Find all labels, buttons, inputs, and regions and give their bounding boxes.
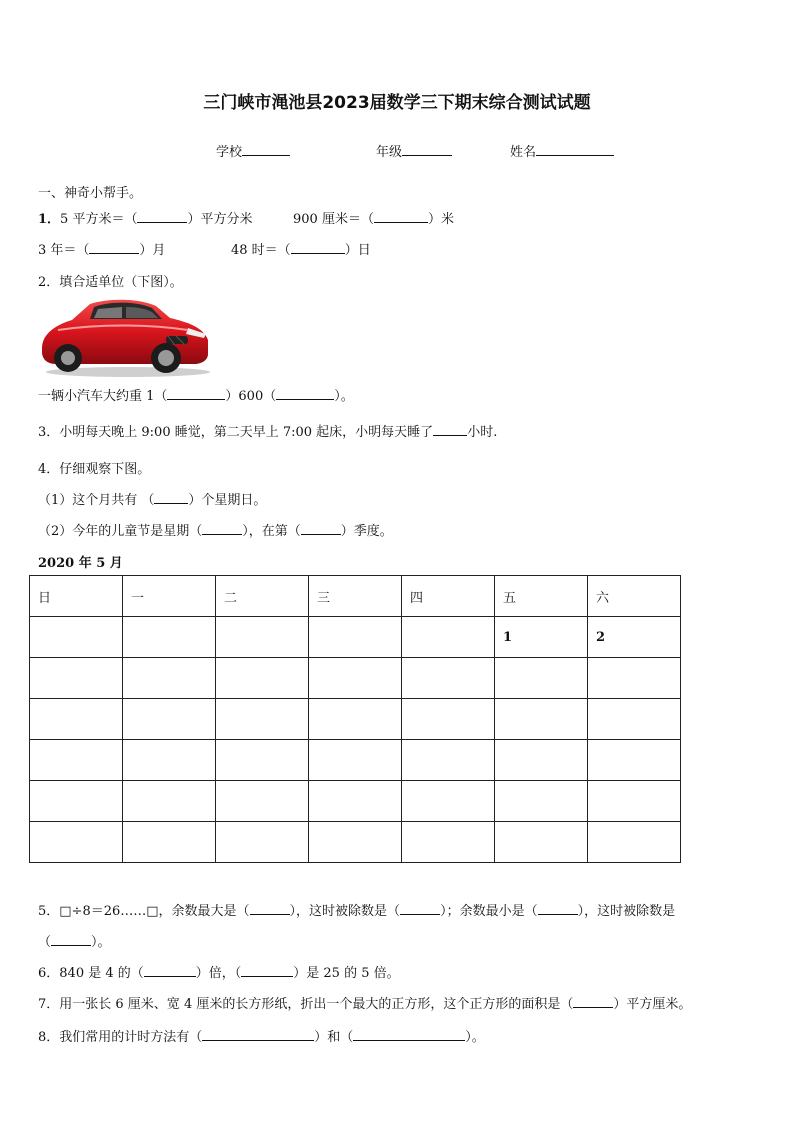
calendar-cell: [216, 822, 309, 863]
red-car-image: [38, 296, 210, 378]
answer-blank: [400, 902, 440, 915]
calendar-cell: [495, 658, 588, 699]
calendar-table: [29, 575, 681, 863]
calendar-cell: [402, 740, 495, 781]
question-1-part-b: [293, 208, 454, 227]
answer-blank: [353, 1028, 465, 1041]
q1-a-unit: ）平方分米: [187, 212, 253, 227]
calendar-cell: [216, 781, 309, 822]
q6-text: 6．840 是 4 的（: [38, 966, 144, 981]
question-6: [38, 962, 400, 981]
answer-blank: [301, 522, 341, 535]
q4-sub2-end: ）季度。: [340, 524, 393, 539]
answer-blank: [538, 902, 578, 915]
answer-blank: [51, 933, 91, 946]
q8-text: ）。: [465, 1030, 485, 1045]
calendar-cell: [588, 740, 681, 781]
question-1-line-1: [38, 208, 252, 227]
calendar-cell: [495, 822, 588, 863]
question-1-part-d: [231, 239, 371, 258]
calendar-month-label: 2020 年 5 月: [38, 556, 123, 571]
calendar-cell: [495, 781, 588, 822]
calendar-cell: [309, 822, 402, 863]
q5-text: 5．□÷8＝26……□，余数最大是（: [38, 904, 250, 919]
q5-text: ），这时被除数是（: [289, 904, 401, 919]
calendar-cell: [588, 781, 681, 822]
calendar-header-cell: 二: [216, 576, 309, 617]
calendar-cell: [402, 781, 495, 822]
q5-text: ）。: [91, 935, 111, 950]
calendar-cell: [309, 617, 402, 658]
calendar-cell: [495, 699, 588, 740]
q3-unit: 小时.: [467, 425, 498, 440]
section-heading: 一、神奇小帮手。: [38, 186, 143, 201]
answer-blank: [202, 522, 242, 535]
q1-b-text: 900 厘米＝（: [293, 212, 374, 227]
question-4: 4．仔细观察下图。: [38, 462, 151, 477]
name-blank: [536, 143, 614, 156]
calendar-cell: [495, 740, 588, 781]
q3-text: 3．小明每天晚上 9:00 睡觉，第二天早上 7:00 起床，小明每天睡了: [38, 425, 434, 440]
q1-d-text: 48 时＝（: [231, 243, 291, 258]
calendar-cell: [402, 658, 495, 699]
calendar-cell: [123, 822, 216, 863]
calendar-header-cell: 四: [402, 576, 495, 617]
question-3: [38, 421, 497, 440]
calendar-cell: [216, 699, 309, 740]
calendar-header-cell: 日: [30, 576, 123, 617]
q4-sub1-text: （1）这个月共有 （: [38, 493, 155, 508]
calendar-cell: [588, 658, 681, 699]
calendar-cell: [123, 699, 216, 740]
calendar-cell: [309, 740, 402, 781]
q6-text: ）倍，（: [195, 966, 242, 981]
answer-blank: [573, 995, 613, 1008]
question-7: [38, 993, 691, 1012]
question-number: 1．: [38, 212, 61, 227]
q7-text: ）平方厘米。: [613, 997, 692, 1012]
calendar-cell: [588, 699, 681, 740]
q1-d-unit: ）日: [344, 243, 371, 258]
q7-text: 7．用一张长 6 厘米、宽 4 厘米的长方形纸，折出一个最大的正方形，这个正方形的面积是（: [38, 997, 574, 1012]
q4-sub2-mid: ），在第（: [242, 524, 301, 539]
calendar-cell: [402, 822, 495, 863]
grade-field: [376, 141, 452, 160]
calendar-cell: [216, 617, 309, 658]
q1-c-unit: ）月: [139, 243, 166, 258]
calendar-cell: [30, 822, 123, 863]
page-title: 三门峡市渑池县2023届数学三下期末综合测试试题: [203, 93, 591, 113]
q8-text: 8．我们常用的计时方法有（: [38, 1030, 203, 1045]
q1-a-text: 5 平方米＝（: [60, 212, 138, 227]
answer-blank: [154, 491, 188, 504]
answer-blank: [137, 210, 187, 223]
calendar-cell: [30, 617, 123, 658]
calendar-row: [30, 617, 681, 658]
answer-blank: [202, 1028, 314, 1041]
question-1-line-2: [38, 239, 165, 258]
calendar-cell: [402, 699, 495, 740]
school-field: [216, 141, 290, 160]
calendar-header-row: [30, 576, 681, 617]
q1-b-unit: ）米: [427, 212, 454, 227]
calendar-row: [30, 740, 681, 781]
q8-text: ）和（: [314, 1030, 354, 1045]
q5-text: ）；余数最小是（: [440, 904, 538, 919]
calendar-header-cell: 三: [309, 576, 402, 617]
calendar-cell: [123, 617, 216, 658]
calendar-cell: [588, 822, 681, 863]
school-blank: [242, 143, 290, 156]
school-label: 学校: [216, 145, 243, 160]
answer-blank: [433, 423, 467, 436]
question-5-line-1: [38, 900, 675, 919]
calendar-row: [30, 658, 681, 699]
answer-blank: [89, 241, 139, 254]
answer-blank: [250, 902, 290, 915]
calendar-cell: [30, 658, 123, 699]
name-field: [510, 141, 614, 160]
question-2-answer-line: [38, 385, 354, 404]
calendar-cell: [309, 781, 402, 822]
calendar-cell: [216, 740, 309, 781]
calendar-cell: [216, 658, 309, 699]
q2-text: 一辆小汽车大约重 1（: [38, 389, 168, 404]
q1-c-text: 3 年＝（: [38, 243, 90, 258]
q5-text: ），这时被除数是: [577, 904, 676, 919]
grade-blank: [402, 143, 452, 156]
answer-blank: [291, 241, 345, 254]
q4-sub2-text: （2）今年的儿童节是星期（: [38, 524, 203, 539]
question-8: [38, 1026, 485, 1045]
answer-blank: [276, 387, 334, 400]
answer-blank: [167, 387, 225, 400]
question-4-sub-1: [38, 489, 266, 508]
question-2: 2．填合适单位（下图）。: [38, 275, 183, 290]
calendar-header-cell: 六: [588, 576, 681, 617]
calendar-cell: 1: [495, 617, 588, 658]
q5-text: （: [38, 935, 52, 950]
calendar-cell: [123, 781, 216, 822]
calendar-row: [30, 699, 681, 740]
calendar-row: [30, 781, 681, 822]
answer-blank: [241, 964, 293, 977]
grade-label: 年级: [376, 145, 403, 160]
calendar-cell: [30, 699, 123, 740]
answer-blank: [374, 210, 428, 223]
answer-blank: [144, 964, 196, 977]
question-5-line-2: [38, 931, 111, 950]
calendar-header-cell: 一: [123, 576, 216, 617]
calendar-cell: [123, 740, 216, 781]
q4-sub1-end: ）个星期日。: [188, 493, 267, 508]
name-label: 姓名: [510, 145, 537, 160]
calendar-cell: [30, 781, 123, 822]
calendar-cell: [309, 658, 402, 699]
calendar-row: [30, 822, 681, 863]
calendar-header-cell: 五: [495, 576, 588, 617]
q2-mid-text: ）600（: [225, 389, 277, 404]
calendar-cell: [30, 740, 123, 781]
q2-end-text: ）。: [334, 389, 354, 404]
calendar-cell: 2: [588, 617, 681, 658]
calendar-cell: [309, 699, 402, 740]
q6-text: ）是 25 的 5 倍。: [293, 966, 400, 981]
calendar-cell: [402, 617, 495, 658]
question-4-sub-2: [38, 520, 393, 539]
calendar-cell: [123, 658, 216, 699]
